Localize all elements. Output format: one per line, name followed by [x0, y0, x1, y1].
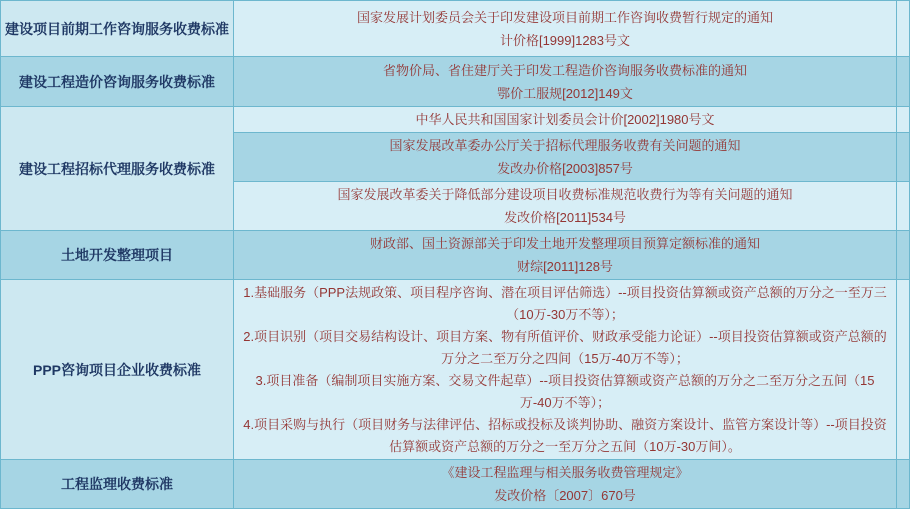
category-cell-supervision: 工程监理收费标准 — [1, 460, 234, 509]
gutter-cell — [897, 1, 910, 57]
category-cell-bidding-agency: 建设工程招标代理服务收费标准 — [1, 107, 234, 231]
gutter-cell — [897, 280, 910, 460]
gutter-cell — [897, 133, 910, 182]
ppp-item-4: 4.项目采购与执行（项目财务与法律评估、招标或投标及谈判协助、融资方案设计、监管方案设计等）--项目投资估算额或资产总额的万分之一至万分之五间（10万-30万间）。 — [243, 416, 887, 454]
doc-number-line: 财综[2011]128号 — [517, 259, 613, 274]
doc-cell-land-development — [234, 231, 897, 280]
gutter-cell — [897, 182, 910, 231]
doc-number-line: 发改价格〔2007〕670号 — [494, 488, 636, 503]
gutter-cell — [897, 231, 910, 280]
gutter-cell — [897, 107, 910, 133]
doc-title-line: 国家发展计划委员会关于印发建设项目前期工作咨询收费暂行规定的通知 — [356, 9, 773, 25]
category-cell-land-development: 土地开发整理项目 — [1, 231, 234, 280]
doc-cell-preliminary-consulting — [234, 1, 897, 57]
doc-cell-supervision — [234, 460, 897, 509]
gutter-cell — [897, 57, 910, 107]
doc-cell-bidding-agency-2 — [234, 133, 897, 182]
doc-number-line: 发改办价格[2003]857号 — [497, 161, 633, 176]
category-cell-cost-consulting: 建设工程造价咨询服务收费标准 — [1, 57, 234, 107]
category-cell-ppp-consulting: PPP咨询项目企业收费标准 — [1, 280, 234, 460]
gutter-cell — [897, 460, 910, 509]
ppp-item-1: 1.基础服务（PPP法规政策、项目程序咨询、潜在项目评估筛选）--项目投资估算额或资产总额的万分之一至万三（10万-30万不等）； — [243, 284, 887, 322]
doc-title-line: 《建设工程监理与相关服务收费管理规定》 — [441, 465, 689, 480]
doc-number-line: 中华人民共和国国家计划委员会计价[2002]1980号文 — [415, 112, 715, 127]
doc-number-line: 发改价格[2011]534号 — [504, 210, 626, 225]
doc-cell-bidding-agency-1 — [234, 107, 897, 133]
doc-title-line: 国家发展改革委办公厅关于招标代理服务收费有关问题的通知 — [389, 138, 741, 153]
doc-number-line: 鄂价工服规[2012]149文 — [497, 85, 633, 101]
doc-cell-cost-consulting — [234, 57, 897, 107]
doc-number-line: 计价格[1999]1283号文 — [499, 32, 631, 48]
doc-cell-ppp-consulting — [234, 280, 897, 460]
doc-cell-bidding-agency-3 — [234, 182, 897, 231]
ppp-item-2: 2.项目识别（项目交易结构设计、项目方案、物有所值评价、财政承受能力论证）--项目投资估算额或资产总额的万分之二至万分之四间（15万-40万不等）； — [243, 328, 887, 366]
category-cell-preliminary-consulting: 建设项目前期工作咨询服务收费标准 — [1, 1, 234, 57]
doc-title-line: 省物价局、省住建厅关于印发工程造价咨询服务收费标准的通知 — [382, 62, 747, 78]
doc-title-line: 国家发展改革委关于降低部分建设项目收费标准规范收费行为等有关问题的通知 — [337, 187, 793, 202]
doc-title-line: 财政部、国土资源部关于印发土地开发整理项目预算定额标准的通知 — [369, 236, 760, 251]
ppp-item-3: 3.项目准备（编制项目实施方案、交易文件起草）--项目投资估算额或资产总额的万分之二至万分之五间（15万-40万不等）； — [255, 372, 875, 410]
